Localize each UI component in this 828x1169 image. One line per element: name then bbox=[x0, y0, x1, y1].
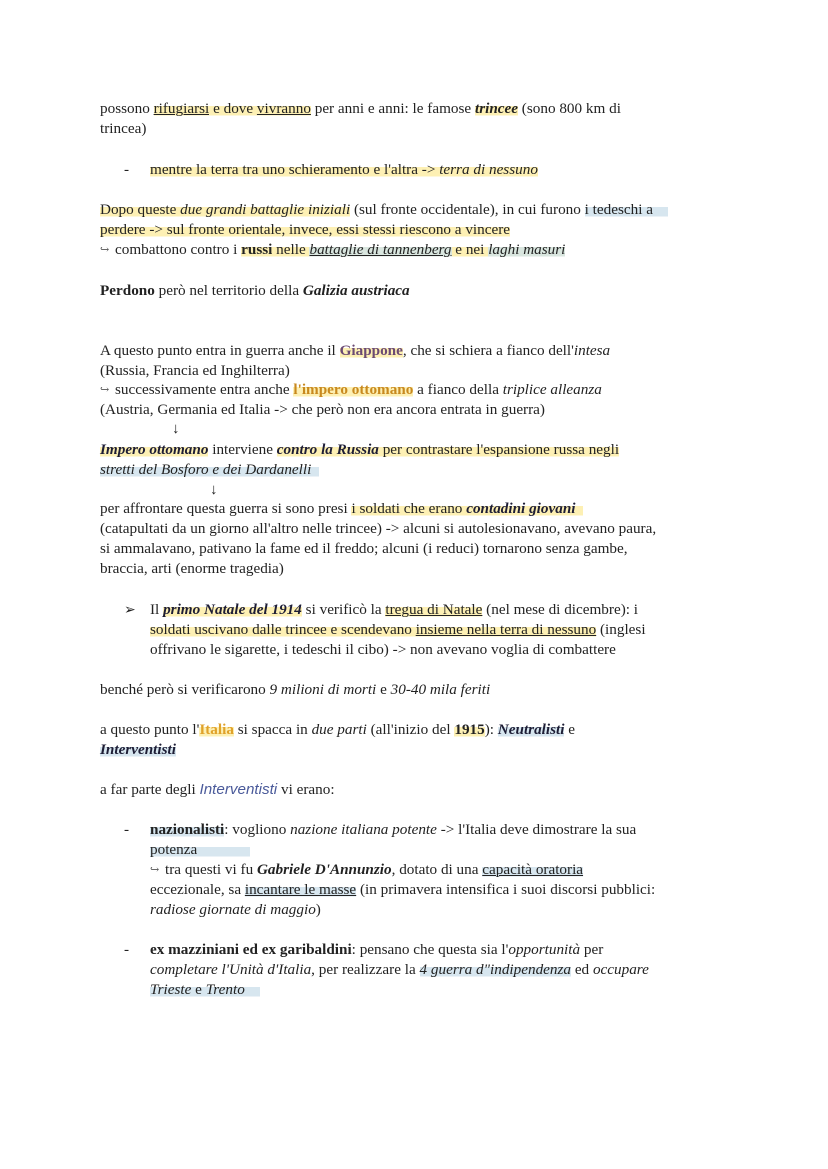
text-line: offrivano le sigarette, i tedeschi il cibo) -> non avevano voglia di combattere bbox=[150, 641, 616, 658]
text-line: per affrontare questa guerra si sono presi i soldati che erano contadini giovani bbox=[100, 499, 740, 519]
text-line: ↪ tra questi vi fu Gabriele D'Annunzio, dotato di una capacità oratoria bbox=[150, 861, 584, 878]
text-line: Il primo Natale del 1914 si verificò la tregua di Natale (nel mese di dicembre): i bbox=[150, 601, 638, 618]
hook-arrow-icon: ↪ bbox=[150, 864, 160, 876]
text-line: ↪ combattono contro i russi nelle battaglie di tannenberg e nei laghi masuri bbox=[100, 241, 566, 258]
text-line: a far parte degli Interventisti vi erano: bbox=[100, 781, 335, 798]
text-line: (Austria, Germania ed Italia -> che però non era ancora entrata in guerra) bbox=[100, 401, 545, 418]
text-line: Perdono però nel territorio della Galizia austriaca bbox=[100, 282, 410, 299]
text-line: Dopo queste due grandi battaglie iniziali (sul fronte occidentale), in cui furono i tedeschi a bbox=[100, 200, 730, 220]
text-line: perdere -> sul fronte orientale, invece, essi stessi riescono a vincere bbox=[100, 221, 511, 238]
text-line: Interventisti bbox=[100, 741, 176, 758]
text-line: soldati uscivano dalle trincee e scendevano insieme nella terra di nessuno (inglesi bbox=[150, 621, 646, 638]
text-line: a questo punto l'Italia si spacca in due parti (all'inizio del 1915): Neutralisti e bbox=[100, 721, 576, 738]
text-line: A questo punto entra in guerra anche il Giappone, che si schiera a fianco dell'intesa bbox=[100, 342, 611, 359]
text-line: nazionalisti: vogliono nazione italiana potente -> l'Italia deve dimostrare la sua bbox=[150, 821, 637, 838]
text-line: potenza bbox=[150, 840, 790, 860]
dash-bullet: - bbox=[124, 161, 130, 178]
text-line: (catapultati da un giorno all'altro nelle trincee) -> alcuni si autolesionavano, avevano paura, bbox=[100, 520, 657, 537]
text-line: Trieste e Trento bbox=[150, 980, 790, 1000]
text-line: braccia, arti (enorme tragedia) bbox=[100, 560, 284, 577]
text-line: benché però si verificarono 9 milioni di morti e 30-40 mila feriti bbox=[100, 681, 491, 698]
text-line: possono rifugiarsi e dove vivranno per anni e anni: le famose trincee (sono 800 km di bbox=[100, 100, 621, 117]
text-line: completare l'Unità d'Italia, per realizzare la 4 guerra d"indipendenza ed occupare bbox=[150, 961, 649, 978]
hook-arrow-icon: ↪ bbox=[100, 384, 110, 396]
text-line: si ammalavano, pativano la fame ed il freddo; alcuni (i reduci) tornarono senza gambe, bbox=[100, 540, 628, 557]
arrow-bullet-icon: ➢ bbox=[124, 602, 136, 618]
text-line: stretti del Bosforo e dei Dardanelli bbox=[100, 460, 740, 480]
text-line: ↪ successivamente entra anche l'impero ottomano a fianco della triplice alleanza bbox=[100, 381, 602, 398]
text-line: mentre la terra tra uno schieramento e l'altra -> terra di nessuno bbox=[150, 161, 538, 178]
text-line: (Russia, Francia ed Inghilterra) bbox=[100, 362, 290, 379]
down-arrow-icon: ↓ bbox=[172, 421, 180, 437]
text-line: Impero ottomano interviene contro la Russia per contrastare l'espansione russa negli bbox=[100, 441, 620, 458]
dash-bullet: - bbox=[124, 941, 130, 958]
hook-arrow-icon: ↪ bbox=[100, 244, 110, 256]
text-line: ex mazziniani ed ex garibaldini: pensano che questa sia l'opportunità per bbox=[150, 941, 604, 958]
text-line: eccezionale, sa incantare le masse (in primavera intensifica i suoi discorsi pubblici: bbox=[150, 881, 656, 898]
text-line: radiose giornate di maggio) bbox=[150, 901, 321, 918]
down-arrow-icon: ↓ bbox=[210, 482, 218, 498]
dash-bullet: - bbox=[124, 821, 130, 838]
text-line: trincea) bbox=[100, 120, 147, 137]
